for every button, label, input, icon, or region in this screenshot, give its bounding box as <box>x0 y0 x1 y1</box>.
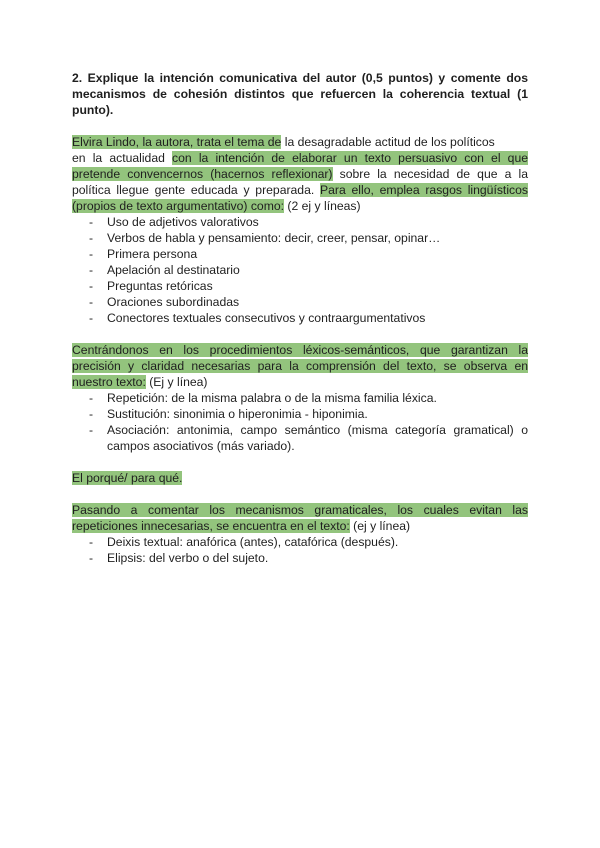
list-grammatical <box>72 534 528 566</box>
text-actualidad: en la actualidad <box>72 151 173 165</box>
list-item: - Repetición: de la misma palabra o de la misma familia léxica. <box>72 390 528 406</box>
paragraph-grammatical <box>72 502 528 534</box>
paragraph-lexical <box>72 342 528 390</box>
paragraph-porque <box>72 470 528 486</box>
question-heading: 2. Explique la intención comunicativa del autor (0,5 puntos) y comente dos mecanismos de cohesión distintos que refuercen la coherencia textual (1 punto). <box>72 71 528 117</box>
text-ej-linea-2: (ej y línea) <box>349 519 411 533</box>
list-item: - Preguntas retóricas <box>72 278 528 294</box>
list-item: - Primera persona <box>72 246 528 262</box>
section-intention <box>72 134 528 326</box>
list-item: - Conectores textuales consecutivos y contraargumentativos <box>72 310 528 326</box>
highlight-grammatical: Pasando a comentar los mecanismos gramaticales, los cuales evitan las repeticiones innecesarias, se encuentra en el texto: <box>72 503 528 533</box>
document-page <box>72 70 528 566</box>
paragraph-intention <box>72 150 528 214</box>
list-item: - Asociación: antonimia, campo semántico (misma categoría gramatical) o campos asociativos (más variado). <box>72 422 528 454</box>
list-rasgos <box>72 214 528 326</box>
highlight-rasgos: Para ello, emplea rasgos lingüísticos (propios de texto argumentativo) como: <box>72 183 528 213</box>
list-item: - Elipsis: del verbo o del sujeto. <box>72 550 528 566</box>
highlight-intention: con la intención de elaborar un texto persuasivo con el que pretende convencernos (hacernos reflexionar) <box>72 151 528 181</box>
text-ej-lineas: (2 ej y líneas) <box>284 199 361 213</box>
highlight-lexical: Centrándonos en los procedimientos léxicos-semánticos, que garantizan la precisión y claridad necesarias para la comprensión del texto, se observa en nuestro texto: <box>72 343 528 389</box>
text-ej-linea: (Ej y línea) <box>145 375 208 389</box>
paragraph-line-1 <box>72 134 528 150</box>
highlight-author-theme: Elvira Lindo, la autora, trata el tema de <box>72 135 282 149</box>
text-theme: la desagradable actitud de los políticos <box>281 135 495 149</box>
list-lexical <box>72 390 528 454</box>
list-item: - Uso de adjetivos valorativos <box>72 214 528 230</box>
section-grammatical <box>72 502 528 566</box>
list-item: - Deixis textual: anafórica (antes), catafórica (después). <box>72 534 528 550</box>
text-necesidad: sobre la necesidad de que a la política llegue gente educada y preparada. <box>72 167 528 197</box>
highlight-porque: El porqué/ para qué. <box>72 471 183 485</box>
list-item: - Oraciones subordinadas <box>72 294 528 310</box>
section-lexical <box>72 342 528 454</box>
list-item: - Sustitución: sinonimia o hiperonimia - hiponimia. <box>72 406 528 422</box>
list-item: - Verbos de habla y pensamiento: decir, creer, pensar, opinar… <box>72 230 528 246</box>
list-item: - Apelación al destinatario <box>72 262 528 278</box>
